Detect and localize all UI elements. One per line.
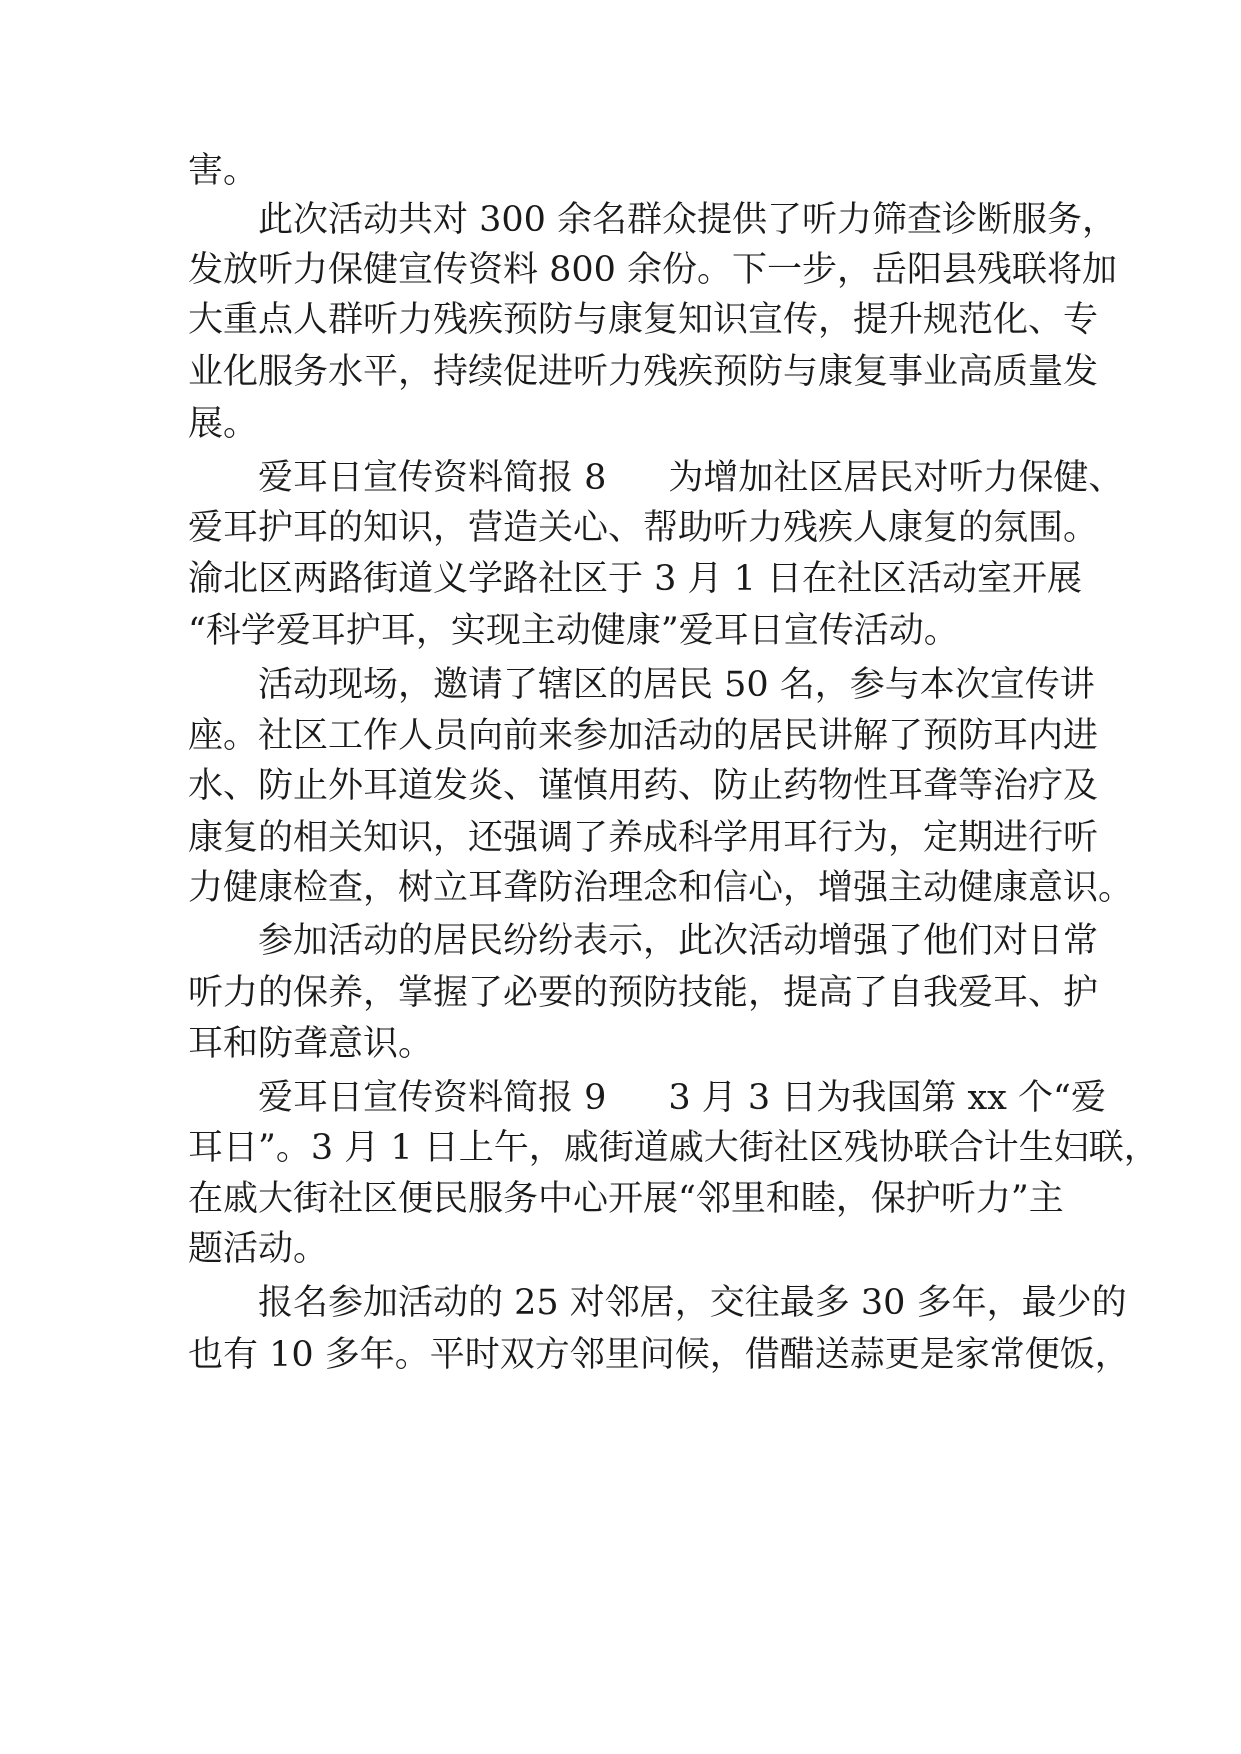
- text-line: 耳日”。3 月 1 日上午，戚街道戚大街社区残协联合计生妇联，: [188, 1128, 1159, 1168]
- text-line: 耳和防聋意识。: [188, 1024, 434, 1064]
- text-line: 业化服务水平，持续促进听力残疾预防与康复事业高质量发: [188, 352, 1099, 392]
- text-line: 发放听力保健宣传资料 800 余份。下一步，岳阳县残联将加: [188, 250, 1118, 290]
- text-line: 题活动。: [188, 1229, 329, 1269]
- text-line: “科学爱耳护耳，实现主动健康”爱耳日宣传活动。: [188, 611, 959, 651]
- text-line: 也有 10 多年。平时双方邻里问候，借醋送蒜更是家常便饭，: [188, 1335, 1130, 1375]
- section-heading-line: [258, 455, 1123, 501]
- section-heading-line: [258, 1075, 1106, 1121]
- text-line: 害。: [188, 151, 259, 191]
- text-line: 报名参加活动的 25 对邻居，交往最多 30 多年，最少的: [258, 1283, 1127, 1323]
- text-line: 渝北区两路街道义学路社区于 3 月 1 日在社区活动室开展: [188, 559, 1083, 599]
- text-line: 在戚大街社区便民服务中心开展“邻里和睦，保护听力”主: [188, 1179, 1064, 1219]
- text-line: 康复的相关知识，还强调了养成科学用耳行为，定期进行听: [188, 818, 1099, 858]
- text-line: 爱耳护耳的知识，营造关心、帮助听力残疾人康复的氛围。: [188, 508, 1099, 548]
- text-line: 此次活动共对 300 余名群众提供了听力筛查诊断服务，: [258, 200, 1118, 240]
- text-segment: 为增加社区居民对听力保健、: [668, 458, 1124, 498]
- text-segment: 3 月 3 日为我国第 xx 个“爱: [668, 1078, 1106, 1118]
- text-line: 座。社区工作人员向前来参加活动的居民讲解了预防耳内进: [188, 716, 1099, 756]
- section-heading: 爱耳日宣传资料简报 8: [258, 458, 607, 498]
- text-line: 大重点人群听力残疾预防与康复知识宣传，提升规范化、专: [188, 300, 1099, 340]
- text-line: 参加活动的居民纷纷表示，此次活动增强了他们对日常: [258, 921, 1099, 961]
- text-line: 听力的保养，掌握了必要的预防技能，提高了自我爱耳、护: [188, 973, 1099, 1013]
- text-line: 力健康检查，树立耳聋防治理念和信心，增强主动健康意识。: [188, 868, 1134, 908]
- section-heading: 爱耳日宣传资料简报 9: [258, 1078, 607, 1118]
- text-line: 展。: [188, 404, 259, 444]
- text-line: 活动现场，邀请了辖区的居民 50 名，参与本次宣传讲: [258, 665, 1095, 705]
- text-line: 水、防止外耳道发炎、谨慎用药、防止药物性耳聋等治疗及: [188, 766, 1099, 806]
